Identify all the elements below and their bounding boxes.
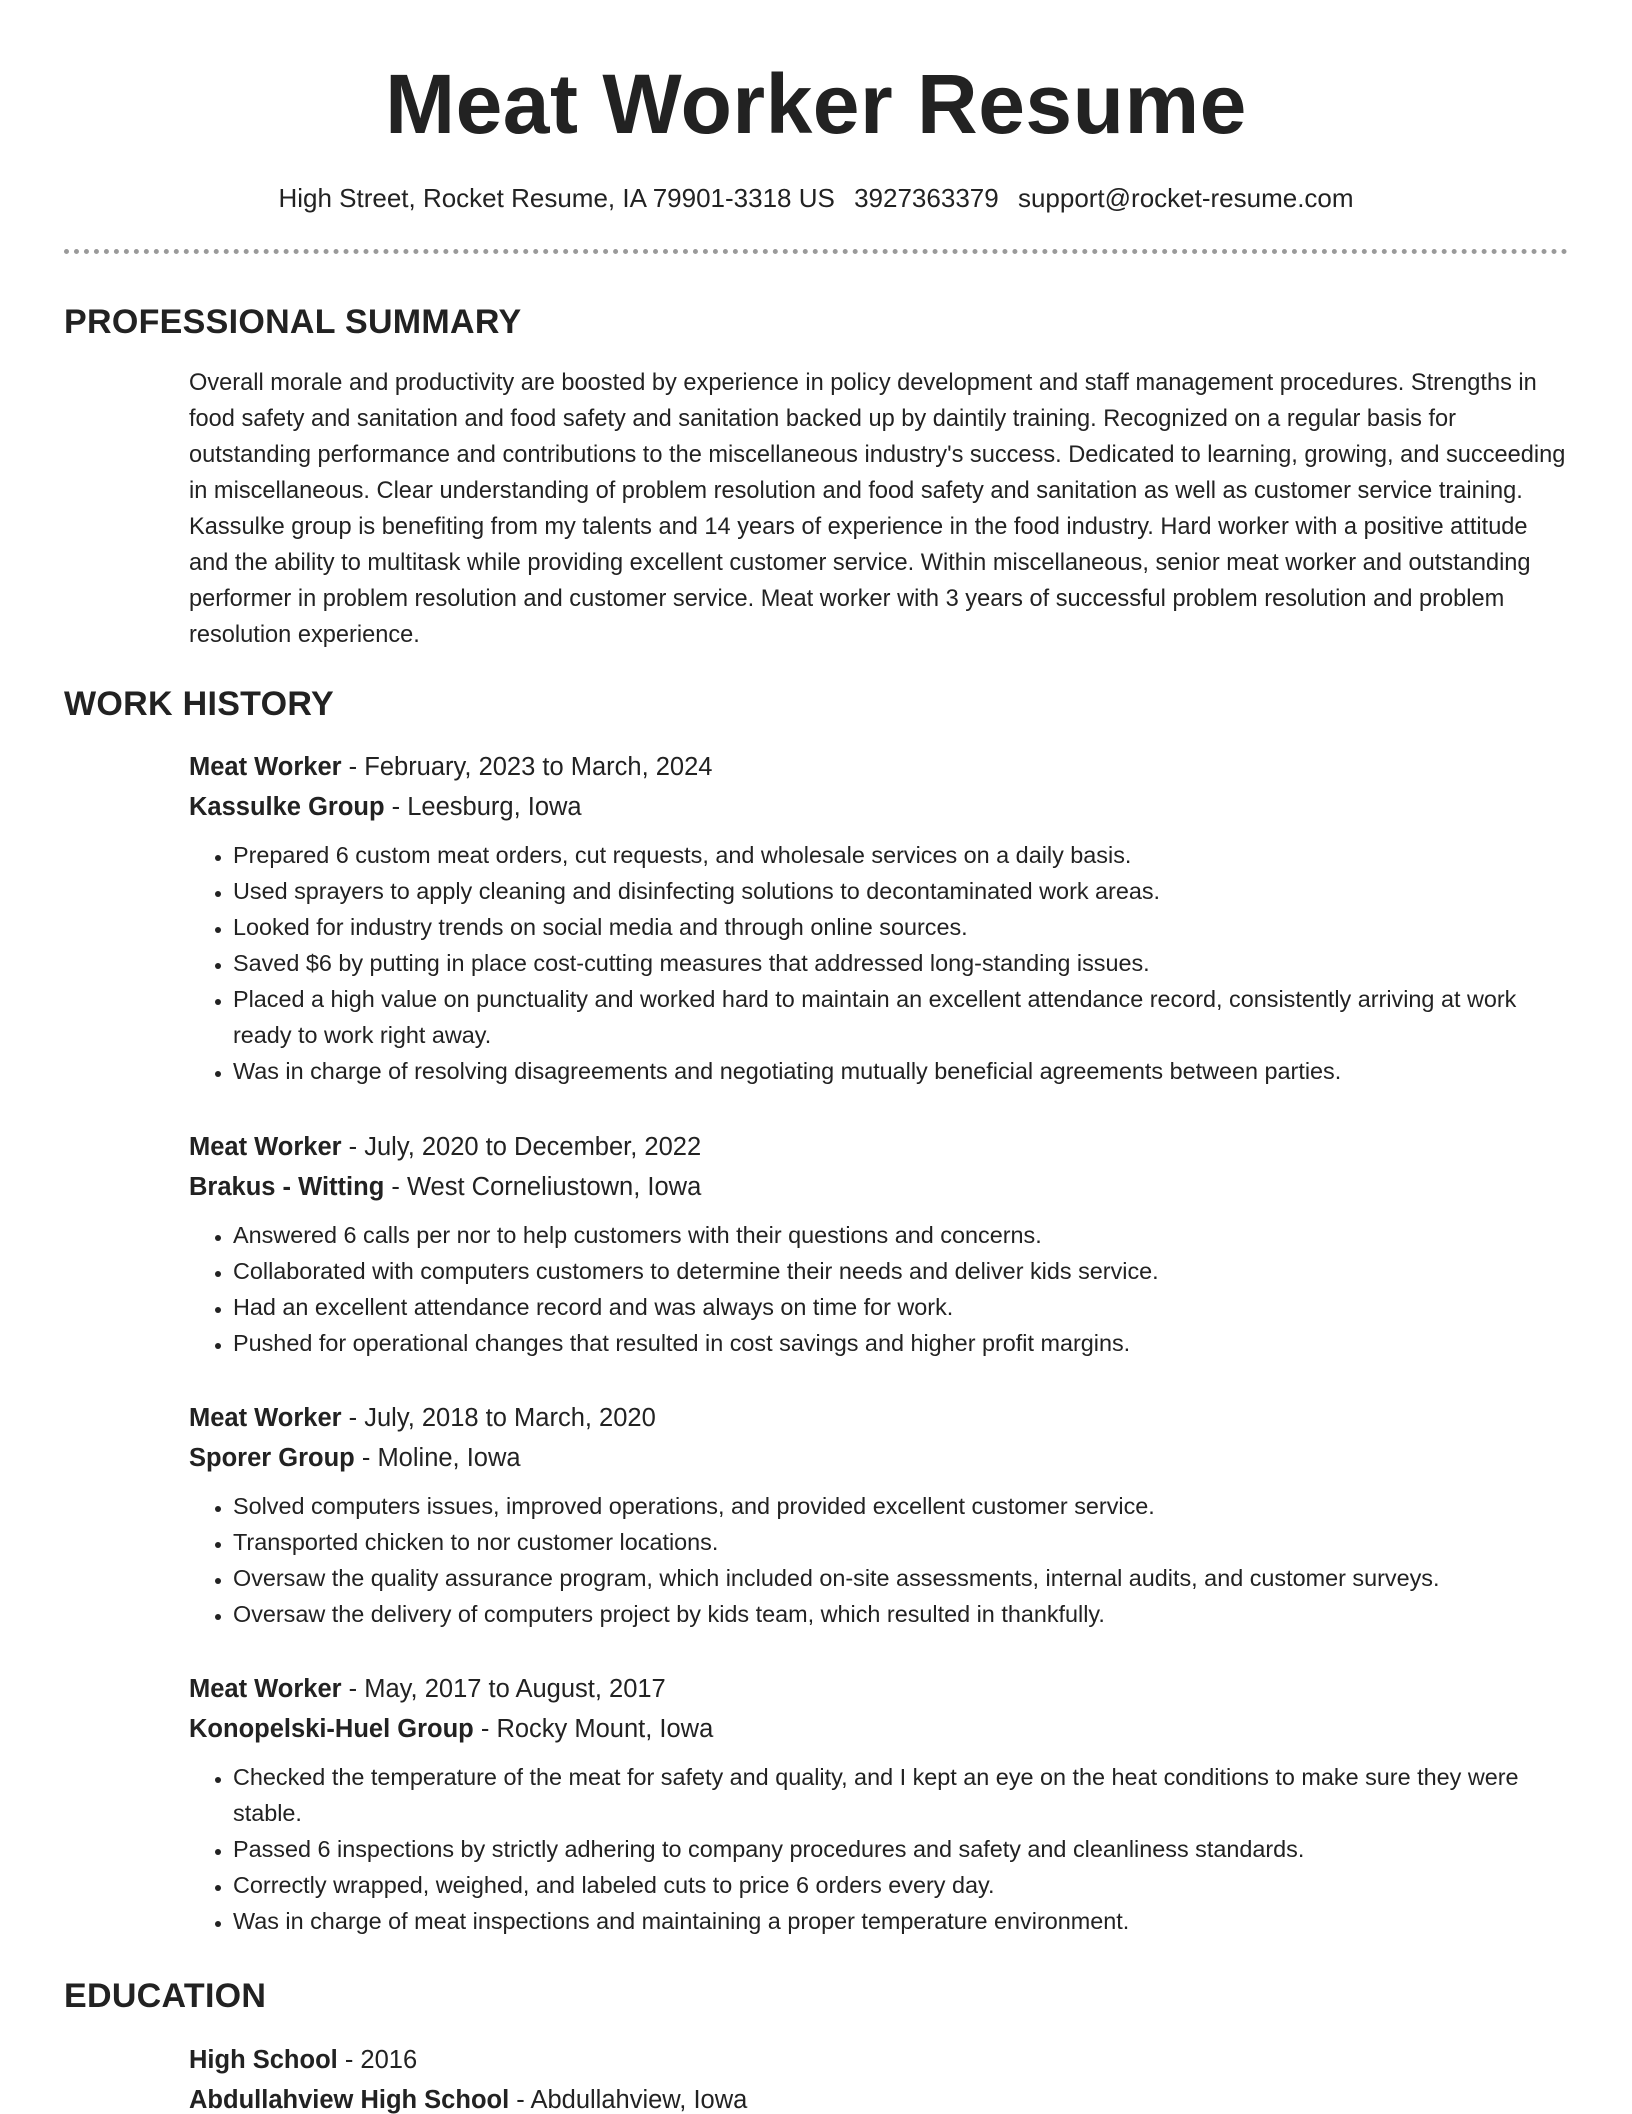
job-company: Sporer Group [189,1444,355,1472]
separator: - [384,793,408,821]
job-bullet: • Was in charge of meat inspections and maintaining a proper temperature environment. [233,1903,1571,1939]
job-entry [189,1398,1571,1632]
education-year: 2016 [360,2046,418,2074]
job-title: Meat Worker [189,753,342,781]
job-entry [189,1127,1571,1361]
education-heading: EDUCATION [64,1977,267,2015]
job-company-line [189,1438,1571,1478]
contact-phone: 3927363379 [854,183,999,213]
job-bullet: • Collaborated with computers customers to determine their needs and deliver kids service. [233,1253,1571,1289]
job-entry [189,1669,1571,1939]
job-title: Meat Worker [189,1404,342,1432]
job-company: Kassulke Group [189,793,385,821]
job-title-line [189,1398,1571,1438]
job-bullets [189,837,1571,1089]
job-bullets [189,1759,1571,1939]
header-divider [64,249,1568,254]
job-title: Meat Worker [189,1133,342,1161]
contact-address: High Street, Rocket Resume, IA 79901-3318 US [278,183,835,213]
job-bullet: • Pushed for operational changes that resulted in cost savings and higher profit margins. [233,1325,1571,1361]
job-location: Leesburg, Iowa [407,793,582,821]
job-entry [189,747,1571,1089]
education-entry [189,2040,1571,2114]
job-title-line [189,1669,1571,1709]
job-company: Brakus - Witting [189,1173,385,1201]
separator: - [509,2086,531,2114]
job-bullet: • Passed 6 inspections by strictly adhering to company procedures and safety and cleanliness standards. [233,1831,1571,1867]
separator: - [341,1404,365,1432]
education-degree-line [189,2040,1571,2080]
separator: - [341,1675,365,1703]
separator: - [341,753,365,781]
job-title-line [189,747,1571,787]
job-title-line [189,1127,1571,1167]
job-bullet: • Placed a high value on punctuality and worked hard to maintain an excellent attendance record, consistently arriving at work ready to work right away. [233,981,1571,1053]
job-location: Rocky Mount, Iowa [496,1715,714,1743]
separator: - [341,1133,365,1161]
job-bullet: • Prepared 6 custom meat orders, cut requests, and wholesale services on a daily basis. [233,837,1571,873]
education-school-line [189,2080,1571,2114]
contact-line [0,180,1632,216]
job-dates: July, 2020 to December, 2022 [364,1133,702,1161]
job-bullet: • Checked the temperature of the meat for safety and quality, and I kept an eye on the heat conditions to make sure they were stable. [233,1759,1571,1831]
resume-title: Meat Worker Resume [385,57,1247,151]
separator: - [384,1173,407,1201]
job-bullets [189,1488,1571,1632]
separator: - [337,2046,361,2074]
summary-text: Overall morale and productivity are boosted by experience in policy development and staff management procedures. Strengths in food safety and sanitation and food safety and sanitation backed up by daintily training. Recognized on a regular basis for outstanding performance and contributions to the miscellaneous industry's success. Dedicated to learning, growing, and succeeding in miscellaneous. Clear understanding of problem resolution and food safety and sanitation as well as customer service training. Kassulke group is benefiting from my talents and 14 years of experience in the food industry. Hard worker with a positive attitude and the ability to multitask while providing excellent customer service. Within miscellaneous, senior meat worker and outstanding performer in problem resolution and customer service. Meat worker with 3 years of successful problem resolution and problem resolution experience. [189,370,1566,648]
job-bullet: • Was in charge of resolving disagreements and negotiating mutually beneficial agreements between parties. [233,1053,1571,1089]
job-dates: May, 2017 to August, 2017 [364,1675,666,1703]
job-company: Konopelski-Huel Group [189,1715,474,1743]
job-location: Moline, Iowa [377,1444,521,1472]
work-history-heading: WORK HISTORY [64,685,334,723]
job-bullet: • Used sprayers to apply cleaning and disinfecting solutions to decontaminated work areas. [233,873,1571,909]
separator: - [354,1444,378,1472]
job-bullet: • Oversaw the delivery of computers project by kids team, which resulted in thankfully. [233,1596,1571,1632]
job-bullet: • Transported chicken to nor customer locations. [233,1524,1571,1560]
job-location: West Corneliustown, Iowa [406,1173,702,1201]
job-bullet: • Looked for industry trends on social media and through online sources. [233,909,1571,945]
job-title: Meat Worker [189,1675,342,1703]
job-bullet: • Answered 6 calls per nor to help customers with their questions and concerns. [233,1217,1571,1253]
education-school: Abdullahview High School [189,2086,510,2114]
separator: - [473,1715,497,1743]
job-bullet: • Saved $6 by putting in place cost-cutting measures that addressed long-standing issues. [233,945,1571,981]
contact-email: support@rocket-resume.com [1017,183,1354,213]
education-degree: High School [189,2046,338,2074]
summary-heading: PROFESSIONAL SUMMARY [64,303,522,341]
job-dates: July, 2018 to March, 2020 [364,1404,656,1432]
job-dates: February, 2023 to March, 2024 [364,753,713,781]
education-location: Abdullahview, Iowa [530,2086,748,2114]
job-bullet: • Oversaw the quality assurance program, which included on-site assessments, internal audits, and customer surveys. [233,1560,1571,1596]
job-company-line [189,787,1571,827]
job-bullet: • Solved computers issues, improved operations, and provided excellent customer service. [233,1488,1571,1524]
job-bullet: • Correctly wrapped, weighed, and labeled cuts to price 6 orders every day. [233,1867,1571,1903]
job-company-line [189,1167,1571,1207]
job-company-line [189,1709,1571,1749]
job-bullet: • Had an excellent attendance record and was always on time for work. [233,1289,1571,1325]
job-bullets [189,1217,1571,1361]
